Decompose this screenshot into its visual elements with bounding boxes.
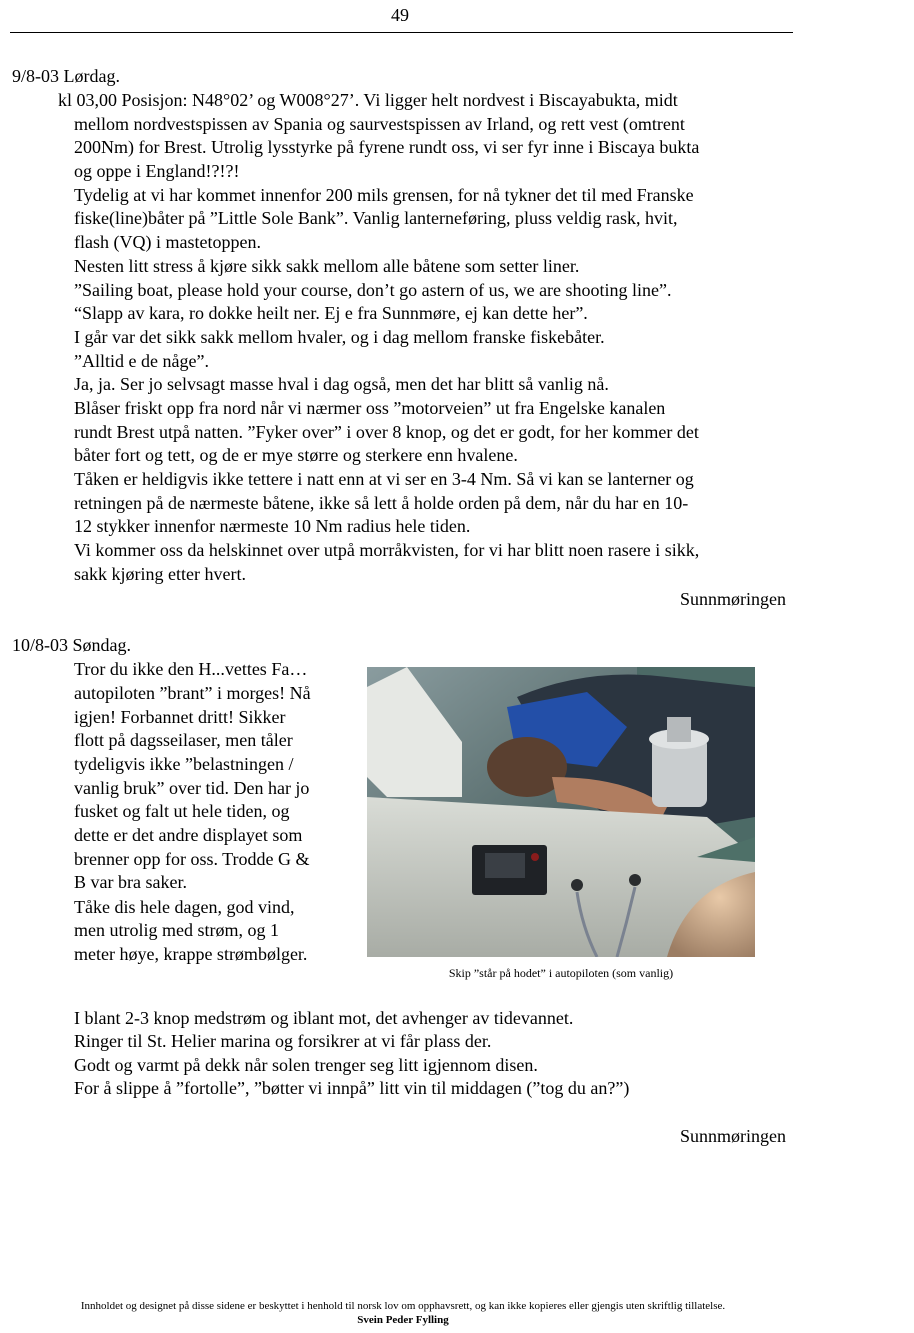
entry-line: For å slippe å ”fortolle”, ”bøtter vi innpå” litt vin til middagen (”tog du an?”)	[74, 1078, 630, 1098]
signature: Sunnmøringen	[680, 1126, 786, 1146]
entry-line: Tåke dis hele dagen, god vind,	[74, 897, 295, 917]
entry-line: Vi kommer oss da helskinnet over utpå morråkvisten, for vi har blitt noen rasere i sikk,	[74, 540, 700, 560]
entry-line: autopiloten ”brant” i morges! Nå	[74, 683, 311, 703]
entry-line: Ja, ja. Ser jo selvsagt masse hval i dag også, men det har blitt så vanlig nå.	[74, 374, 609, 394]
entry-line: Tydelig at vi har kommet innenfor 200 mils grensen, for nå tykner det til med Franske	[74, 185, 694, 205]
entry-line: retningen på de nærmeste båtene, ikke så lett å holde orden på dem, når du har en 10-	[74, 493, 689, 513]
entry-line: “Slapp av kara, ro dokke heilt ner. Ej e fra Sunnmøre, ej kan dette her”.	[74, 303, 588, 323]
footer-author: Svein Peder Fylling	[357, 1314, 449, 1326]
entry-line: meter høye, krappe strømbølger.	[74, 944, 308, 964]
signature: Sunnmøringen	[680, 589, 786, 609]
entry-line: flash (VQ) i mastetoppen.	[74, 232, 261, 252]
page-number: 49	[391, 5, 409, 25]
entry-line: 12 stykker innenfor nærmeste 10 Nm radius hele tiden.	[74, 516, 471, 536]
entry-date: 10/8-03 Søndag.	[12, 635, 131, 655]
header-rule	[10, 32, 793, 33]
entry-line: Ringer til St. Helier marina og forsikrer at vi får plass der.	[74, 1031, 492, 1051]
footer-copyright-notice: Innholdet og designet på disse sidene er beskyttet i henhold til norsk lov om opphavsrett, og kan ikke kopieres eller gjengis uten skriftlig tillatelse.	[80, 1300, 726, 1312]
entry-line: ”Alltid e de någe”.	[74, 351, 209, 371]
entry-line: kl 03,00 Posisjon: N48°02’ og W008°27’. Vi ligger helt nordvest i Biscayabukta, midt	[58, 90, 678, 110]
entry-line: men utrolig med strøm, og 1	[74, 920, 279, 940]
entry-line: tydeligvis ikke ”belastningen /	[74, 754, 294, 774]
entry-line: Tåken er heldigvis ikke tettere i natt enn at vi ser en 3-4 Nm. Så vi kan se lanterner og	[74, 469, 694, 489]
entry-line: Blåser friskt opp fra nord når vi nærmer oss ”motorveien” ut fra Engelske kanalen	[74, 398, 666, 418]
entry-line: fiske(line)båter på ”Little Sole Bank”. Vanlig lanterneføring, pluss veldig rask, hvit,	[74, 208, 678, 228]
entry-line: sakk kjøring etter hvert.	[74, 564, 246, 584]
entry-line: I blant 2-3 knop medstrøm og iblant mot, det avhenger av tidevannet.	[74, 1008, 574, 1028]
entry-line: fusket og falt ut hele tiden, og	[74, 801, 290, 821]
entry-line: Godt og varmt på dekk når solen trenger seg litt igjennom disen.	[74, 1055, 538, 1075]
entry-line: Tror du ikke den H...vettes Fa…	[74, 659, 308, 679]
entry-line: flott på dagsseilaser, men tåler	[74, 730, 293, 750]
entry-line: B var bra saker.	[74, 872, 187, 892]
entry-line: mellom nordvestspissen av Spania og saurvestspissen av Irland, og rett vest (omtrent	[74, 114, 685, 134]
autopilot-photo	[367, 667, 755, 957]
photo-caption: Skip ”står på hodet” i autopiloten (som vanlig)	[448, 966, 674, 980]
entry-line: ”Sailing boat, please hold your course, don’t go astern of us, we are shooting line”.	[74, 280, 672, 300]
entry-line: rundt Brest utpå natten. ”Fyker over” i over 8 knop, og det er godt, for her kommer det	[74, 422, 699, 442]
entry-line: vanlig bruk” over tid. Den har jo	[74, 778, 310, 798]
entry-line: I går var det sikk sakk mellom hvaler, og i dag mellom franske fiskebåter.	[74, 327, 605, 347]
entry-line: igjen! Forbannet dritt! Sikker	[74, 707, 286, 727]
entry-line: Nesten litt stress å kjøre sikk sakk mellom alle båtene som setter liner.	[74, 256, 580, 276]
entry-line: og oppe i England!?!?!	[74, 161, 240, 181]
entry-line: dette er det andre displayet som	[74, 825, 303, 845]
entry-line: båter fort og tett, og de er mye større og sterkere enn hvalene.	[74, 445, 518, 465]
entry-line: 200Nm) for Brest. Utrolig lysstyrke på fyrene rundt oss, vi ser fyr inne i Biscaya bukta	[74, 137, 700, 157]
entry-line: brenner opp for oss. Trodde G &	[74, 849, 310, 869]
entry-date: 9/8-03 Lørdag.	[12, 66, 120, 86]
